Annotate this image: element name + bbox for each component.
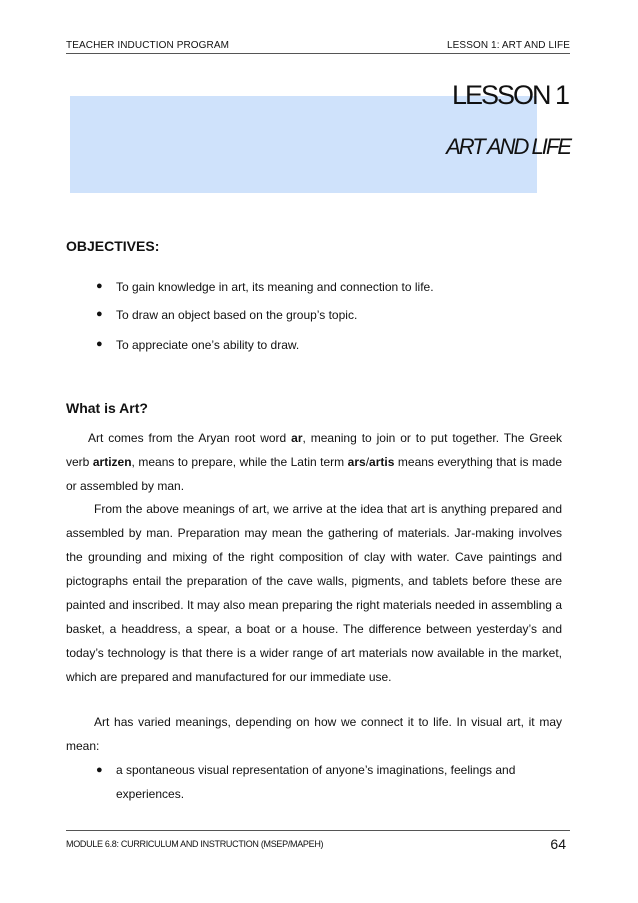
objective-text: To appreciate one’s ability to draw. xyxy=(116,338,300,352)
paragraph-varied-meanings: Art has varied meanings, depending on how we connect it to life. In visual art, it may mean: xyxy=(66,715,562,753)
term-ars: ars xyxy=(347,455,366,469)
text-run: / xyxy=(365,455,370,469)
objective-text: To gain knowledge in art, its meaning and connection to life. xyxy=(116,280,434,294)
term-artis: artis xyxy=(369,455,395,469)
text-run: means everything that is made or assembled by man. xyxy=(66,455,562,493)
paragraph-etymology xyxy=(66,426,562,498)
paragraph-preparation: From the above meanings of art, we arrive at the idea that art is anything prepared and assembled by man. Preparation may mean the gathering of materials. Jar-making involves the grounding and mixing of the right composition of clay with water. Cave paintings and pictographs entail the preparation of the cave walls, pigments, and tablets before these are painted and inscribed. It may also mean preparing the right materials needed in assembling a basket, a headdress, a spear, a boat or a house. The difference between yesterday’s and today’s technology is that there is a wider range of art materials now available in the market, which are prepared and manufactured for our immediate use. xyxy=(66,502,562,684)
page-number: 64 xyxy=(550,836,566,852)
objective-item xyxy=(96,308,566,322)
bullet-icon: ● xyxy=(96,280,103,292)
footer-module: MODULE 6.8: CURRICULUM AND INSTRUCTION (MSEP/MAPEH) xyxy=(66,839,324,849)
bullet-icon: ● xyxy=(96,764,103,776)
lesson-number: LESSON 1 xyxy=(451,80,568,110)
lesson-title: ART AND LIFE xyxy=(446,134,570,159)
list-item xyxy=(96,758,566,806)
objective-text: To draw an object based on the group’s topic. xyxy=(116,308,358,322)
section-heading-what-is-art: What is Art? xyxy=(66,400,148,416)
header-program: TEACHER INDUCTION PROGRAM xyxy=(66,40,230,51)
term-artizen: artizen xyxy=(92,455,132,469)
objective-item xyxy=(96,280,566,294)
bullet-icon: ● xyxy=(96,308,103,320)
text-run: Art comes from the Aryan root word xyxy=(88,431,292,445)
footer-divider xyxy=(66,830,570,831)
bullet-icon: ● xyxy=(96,338,103,350)
objective-item xyxy=(96,338,566,352)
page-header xyxy=(66,40,570,51)
term-ar: ar xyxy=(291,431,303,445)
list-item-text: a spontaneous visual representation of anyone’s imaginations, feelings and experiences. xyxy=(116,763,516,801)
page-footer xyxy=(66,836,566,852)
header-lesson: LESSON 1: ART AND LIFE xyxy=(447,40,570,51)
text-run: , meaning to join or to put together. The Greek verb xyxy=(66,431,562,469)
header-divider xyxy=(66,53,570,54)
objectives-heading: OBJECTIVES: xyxy=(66,238,160,254)
text-run: , means to prepare, while the Latin term xyxy=(131,455,348,469)
